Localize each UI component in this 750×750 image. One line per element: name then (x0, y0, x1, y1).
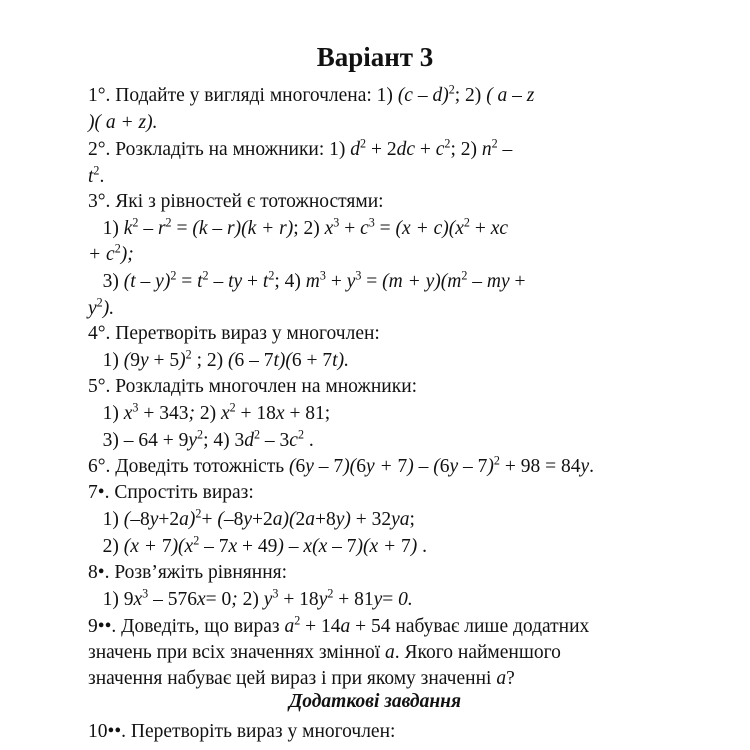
task-line: 5°. Розкладіть многочлен на множники: (88, 376, 418, 397)
task-line: 2°. Розкладіть на множники: 1) $d^2 + 2dc + c^2$; 2) $n^2$ – (88, 136, 513, 160)
page-title: Варіант 3 (316, 42, 434, 72)
task-line: 1) $(-8y+2a)^2+ (-8y+2a)(2a+8y) + 32ya$; (88, 506, 415, 530)
task-line: 7•. Спростіть вираз: (88, 482, 254, 503)
task-line: $t^2$. (88, 163, 105, 187)
task-line: 4°. Перетворіть вираз у многочлен: (88, 323, 380, 344)
task-line: 1°. Подайте у вигляді многочлена: 1) (c – d)$^2$; 2) ( a – z (88, 82, 535, 106)
task-line: 2) $(x + 7)(x^2 - 7x + 49) - x(x - 7)(x + 7)$ . (88, 533, 428, 557)
task-line: 1) $x^3 + 343$; 2) $x^2 + 18x + 81$; (88, 400, 331, 424)
task-line: 8•. Розв’яжіть рівняння: (88, 562, 288, 583)
task-10-line: 10••. Перетворіть вираз у многочлен: (88, 721, 396, 742)
task-line: 6°. Доведіть тотожність (6y – 7)(6y + 7) – (6y – 7)$^2$ + 98 = 84y. (88, 453, 594, 477)
task-line: )( a + z). (88, 112, 158, 133)
task-line: + $c^2$); (88, 241, 134, 265)
task-line: $y^2$). (88, 295, 115, 319)
task-line: 1) $k^2 - r^2 = (k - r)(k + r)$; 2) $x^3 + c^3 = (x + c)(x^2$ + xc (88, 215, 509, 239)
task-line: значення набуває цей вираз і при якому значенні a? (88, 668, 515, 689)
task-line: $3) - 64 + 9y^2$; 4) $3d^2 - 3c^2$ . (88, 427, 314, 451)
task-line: 3) $(t - y)^2 = t^2$ – ty + $t^2$; 4) $m^3 + y^3 = (m + y)(m^2$ – my + (88, 268, 526, 292)
additional-tasks-heading: Додаткові завдання (288, 691, 462, 712)
task-line: значень при всіх значеннях змінної a. Якого найменшого (88, 642, 561, 663)
task-line: 1) $9x^3 - 576x= 0$; 2) $y^3 + 18y^2 + 81y= 0$. (88, 586, 413, 610)
task-line: 3°. Які з рівностей є тотожностями: (88, 191, 384, 212)
task-line: 9••. Доведіть, що вираз $a^2 + 14a + 54$ набуває лише додатних (88, 613, 590, 637)
task-line: 1) $(9y + 5)^2$ ; 2) (6 – 7t)(6 + 7t). (88, 347, 349, 371)
